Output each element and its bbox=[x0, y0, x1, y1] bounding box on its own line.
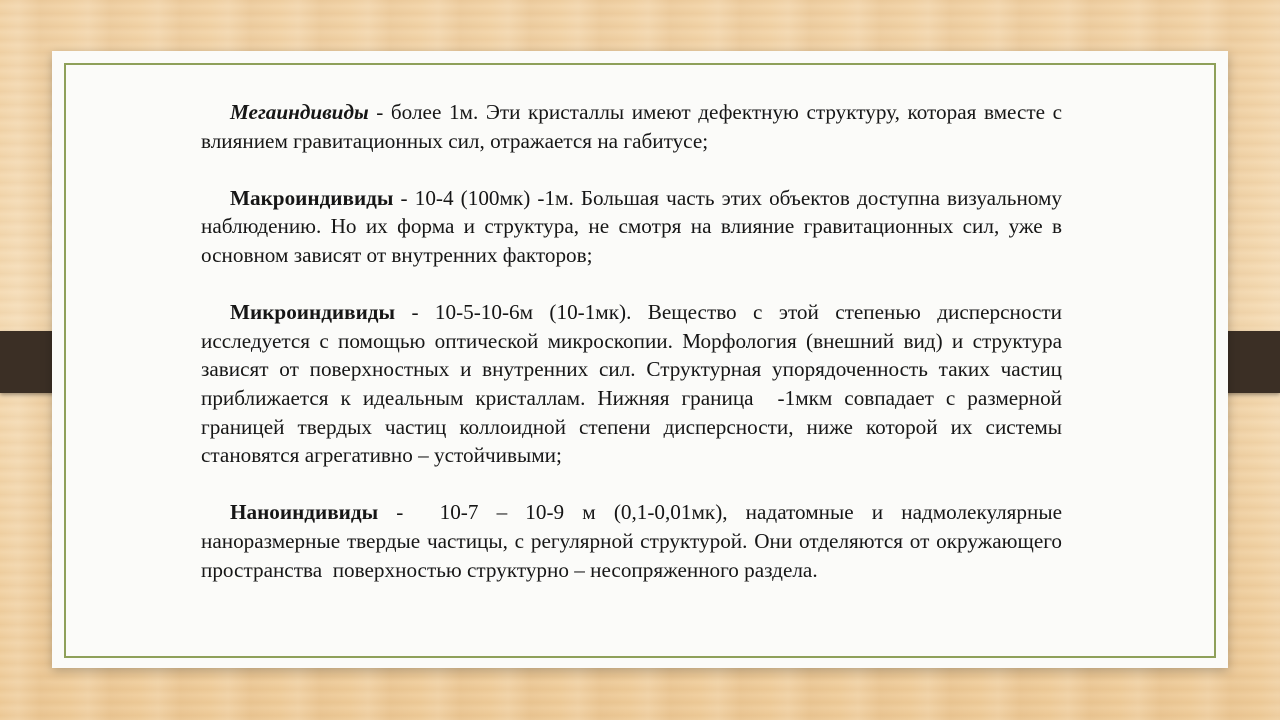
definition-makroindividy: - 10-4 (100мк) -1м. Большая часть этих объектов доступна визуальному наблюдению. Но их форма и структура, не смотря на влияние гравитационных сил, уже в основном зависят от внутренних факторов; bbox=[201, 185, 1068, 267]
term-makroindividy: Макроиндивиды bbox=[230, 185, 394, 210]
definition-nanoindividy: - 10-7 – 10-9 м (0,1-0,01мк), надатомные и надмолекулярные наноразмерные твердые частицы, с регулярной структурой. Они отделяются от окружающего пространства поверхностью структурно – несопряженного раздела. bbox=[201, 500, 1068, 582]
term-mikroindividy: Микроиндивиды bbox=[230, 300, 396, 325]
definition-megaindividy: - более 1м. Эти кристаллы имеют дефектную структуру, которая вместе с влиянием гравитационных сил, отражается на габитусе; bbox=[201, 100, 1068, 153]
term-megaindividy: Мегаиндивиды bbox=[230, 100, 369, 124]
paragraph-makroindividy bbox=[201, 184, 1068, 270]
paragraph-mikroindividy bbox=[201, 298, 1073, 470]
definition-mikroindividy: - 10-5-10-6м (10-1мк). Вещество с этой степенью дисперсности исследуется с помощью оптической микроскопии. Морфология (внешний вид) и структура зависят от поверхностных и внутренних сил. Структурная упорядоченность таких частиц приближается к идеальным кристаллам. Нижняя граница -1мкм совпадает с размерной границей твердых частиц коллоидной степени дисперсности, ниже которой их системы становятся агрегативно – устойчивыми; bbox=[201, 300, 1073, 468]
slide-text-block bbox=[201, 98, 1073, 584]
slide-paper bbox=[52, 51, 1228, 668]
paragraph-megaindividy bbox=[201, 98, 1068, 155]
term-nanoindividy: Наноиндивиды bbox=[230, 500, 379, 525]
paragraph-nanoindividy bbox=[201, 498, 1068, 584]
